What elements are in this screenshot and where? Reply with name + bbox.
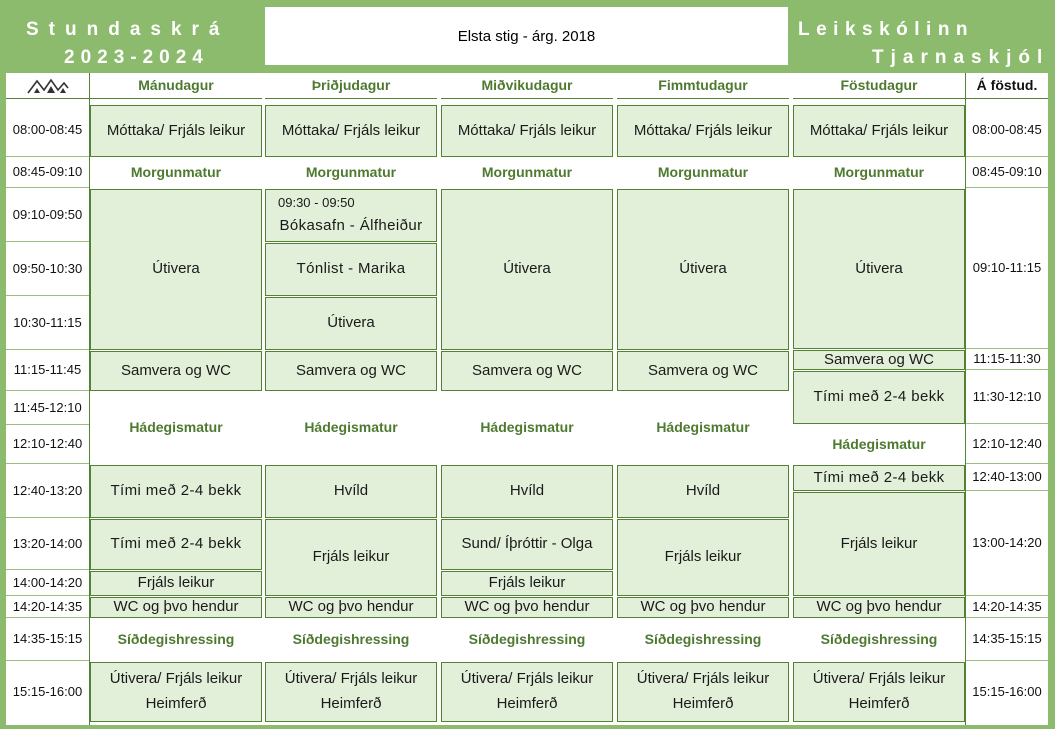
- schedule-title-line1: Stundaskrá: [26, 19, 230, 40]
- activity-cell: Útivera: [90, 189, 262, 350]
- time-slot: 11:15-11:45: [6, 351, 89, 391]
- activity-cell: Móttaka/ Frjáls leikur: [617, 105, 789, 157]
- activity-cell: Frjáls leikur: [265, 519, 437, 596]
- meal-cell: Hádegismatur: [129, 419, 223, 436]
- meal-cell: Morgunmatur: [130, 164, 222, 181]
- day-header-wednesday: Miðvikudagur: [441, 73, 613, 99]
- friday-time-slot: 13:00-14:20: [966, 492, 1048, 596]
- friday-time-slot: 08:45-09:10: [966, 158, 1048, 188]
- time-slot: 08:45-09:10: [6, 158, 89, 188]
- activity-line: Heimferð: [145, 695, 207, 713]
- activity-cell: Tími með 2-4 bekk: [793, 465, 965, 491]
- activity-cell: Móttaka/ Frjáls leikur: [441, 105, 613, 157]
- time-slot: 10:30-11:15: [6, 297, 89, 350]
- time-slot: 12:40-13:20: [6, 465, 89, 518]
- activity-cell: [265, 189, 437, 242]
- school-name: [798, 16, 1049, 72]
- activity-cell: Útivera: [793, 189, 965, 349]
- activity-cell: Tími með 2-4 bekk: [793, 371, 965, 424]
- activity-line: Heimferð: [496, 695, 558, 713]
- activity-cell: Útivera: [441, 189, 613, 350]
- activity-cell: Hvíld: [617, 465, 789, 518]
- activity-cell: Hvíld: [265, 465, 437, 518]
- meal-cell: Morgunmatur: [657, 164, 749, 181]
- friday-time-slot: 11:30-12:10: [966, 371, 1048, 424]
- activity-cell: Samvera og WC: [441, 351, 613, 391]
- activity-line: Heimferð: [672, 695, 734, 713]
- time-slot: 12:10-12:40: [6, 426, 89, 464]
- activity-cell: [265, 662, 437, 722]
- activity-cell: Frjáls leikur: [793, 492, 965, 596]
- meal-cell: Hádegismatur: [656, 419, 750, 436]
- meal-cell: Hádegismatur: [832, 435, 926, 452]
- activity-cell: Móttaka/ Frjáls leikur: [793, 105, 965, 157]
- activity-line: Bókasafn - Álfheiður: [279, 216, 423, 234]
- schedule-title: [26, 16, 229, 72]
- activity-cell: Samvera og WC: [793, 350, 965, 370]
- activity-cell: Hvíld: [441, 465, 613, 518]
- activity-line: Útivera/ Frjáls leikur: [636, 669, 770, 687]
- mountains-icon: [26, 76, 70, 96]
- activity-cell: WC og þvo hendur: [90, 597, 262, 618]
- group-title: Elsta stig - árg. 2018: [265, 7, 788, 65]
- activity-cell: [617, 662, 789, 722]
- school-name-line1: Leikskólinn: [798, 19, 975, 40]
- activity-cell: Móttaka/ Frjáls leikur: [90, 105, 262, 157]
- meal-cell: Síðdegishressing: [820, 631, 938, 648]
- friday-time-slot: 11:15-11:30: [966, 350, 1048, 370]
- activity-cell: Tónlist - Marika: [265, 243, 437, 296]
- column-divider: [89, 73, 90, 725]
- logo-cell: [6, 73, 89, 99]
- school-name-line2: Tjarnaskjól: [872, 47, 1050, 68]
- day-header-friday-times: Á föstud.: [966, 73, 1048, 99]
- activity-cell: Samvera og WC: [265, 351, 437, 391]
- activity-cell: WC og þvo hendur: [265, 597, 437, 618]
- column-divider: [965, 73, 966, 725]
- time-slot: 11:45-12:10: [6, 392, 89, 425]
- activity-cell: [90, 662, 262, 722]
- friday-time-slot: 12:10-12:40: [966, 425, 1048, 464]
- activity-cell: Tími með 2-4 bekk: [90, 465, 262, 518]
- activity-cell: Samvera og WC: [617, 351, 789, 391]
- day-header-thursday: Fimmtudagur: [617, 73, 789, 99]
- day-header-monday: Mánudagur: [90, 73, 262, 99]
- activity-cell: Sund/ Íþróttir - Olga: [441, 519, 613, 570]
- activity-line: Útivera/ Frjáls leikur: [284, 669, 418, 687]
- activity-line: Heimferð: [320, 695, 382, 713]
- activity-cell: Samvera og WC: [90, 351, 262, 391]
- day-header-friday: Föstudagur: [793, 73, 965, 99]
- activity-cell: Frjáls leikur: [441, 571, 613, 596]
- time-slot: 15:15-16:00: [12, 683, 83, 699]
- meal-cell: Morgunmatur: [833, 164, 925, 181]
- time-slot: 14:00-14:20: [6, 571, 89, 596]
- activity-cell: WC og þvo hendur: [617, 597, 789, 618]
- day-header-tuesday: Þriðjudagur: [265, 73, 437, 99]
- activity-cell: Móttaka/ Frjáls leikur: [265, 105, 437, 157]
- activity-cell: WC og þvo hendur: [793, 597, 965, 618]
- friday-time-slot: 08:00-08:45: [966, 105, 1048, 157]
- friday-time-slot: 12:40-13:00: [966, 465, 1048, 491]
- time-slot: 09:10-09:50: [6, 189, 89, 242]
- activity-cell: Tími með 2-4 bekk: [90, 519, 262, 570]
- meal-cell: Morgunmatur: [481, 164, 573, 181]
- activity-line: Útivera/ Frjáls leikur: [812, 669, 946, 687]
- activity-line: Útivera/ Frjáls leikur: [109, 669, 243, 687]
- time-slot: 08:00-08:45: [6, 105, 89, 157]
- meal-cell: Síðdegishressing: [468, 631, 586, 648]
- activity-line: Heimferð: [848, 695, 910, 713]
- time-slot: 14:35-15:15: [6, 619, 89, 661]
- activity-line: Útivera/ Frjáls leikur: [460, 669, 594, 687]
- meal-cell: Hádegismatur: [480, 419, 574, 436]
- friday-time-slot: 14:35-15:15: [966, 619, 1048, 661]
- meal-cell: Hádegismatur: [304, 419, 398, 436]
- schedule-year: 2023-2024: [64, 47, 209, 68]
- meal-cell: Síðdegishressing: [644, 631, 762, 648]
- activity-cell: Frjáls leikur: [617, 519, 789, 596]
- time-slot: 13:20-14:00: [6, 519, 89, 570]
- activity-cell: Útivera: [617, 189, 789, 350]
- schedule-table: [6, 73, 1048, 725]
- activity-cell: [441, 662, 613, 722]
- friday-time-slot: 09:10-11:15: [966, 189, 1048, 349]
- meal-cell: Morgunmatur: [305, 164, 397, 181]
- meal-cell: Síðdegishressing: [117, 631, 235, 648]
- activity-cell: WC og þvo hendur: [441, 597, 613, 618]
- time-slot: 14:20-14:35: [6, 597, 89, 618]
- activity-cell: [793, 662, 965, 722]
- friday-time-slot: 14:20-14:35: [966, 597, 1048, 618]
- activity-cell: Frjáls leikur: [90, 571, 262, 596]
- activity-time: 09:30 - 09:50: [278, 195, 355, 211]
- activity-cell: Útivera: [265, 297, 437, 350]
- meal-cell: Síðdegishressing: [292, 631, 410, 648]
- time-slot: 09:50-10:30: [6, 243, 89, 296]
- friday-time-slot: 15:15-16:00: [972, 683, 1042, 699]
